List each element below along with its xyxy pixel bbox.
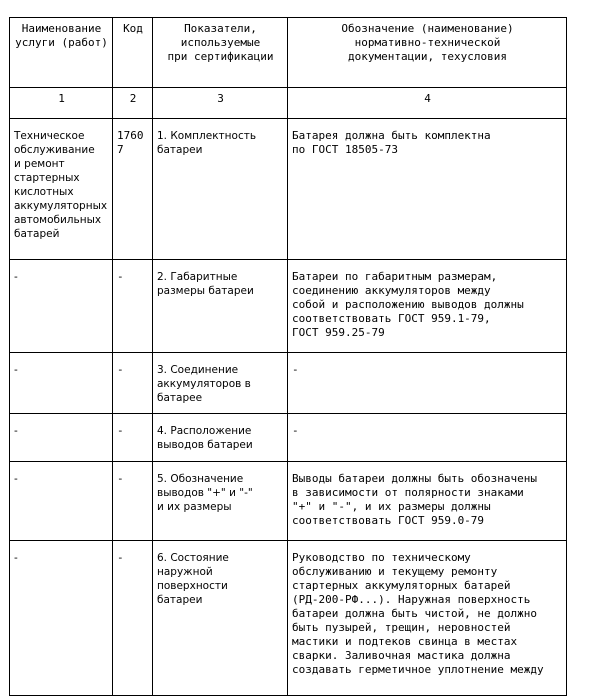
documentation-cell: - xyxy=(288,353,567,414)
indicator-cell: 4. Расположение выводов батареи xyxy=(153,414,288,462)
table-row xyxy=(10,462,567,541)
code-cell: - xyxy=(113,414,153,462)
indicator-cell: 3. Соединение аккумуляторов в батарее xyxy=(153,353,288,414)
table-row xyxy=(10,260,567,353)
header-indicators: Показатели, используемые при сертификации xyxy=(153,18,288,88)
documentation-cell: Батарея должна быть комплектна по ГОСТ 18505-73 xyxy=(288,119,567,260)
table-header-row xyxy=(10,18,567,88)
table-row xyxy=(10,353,567,414)
header-documentation: Обозначение (наименование) нормативно-технической документации, техусловия xyxy=(288,18,567,88)
table-row xyxy=(10,541,567,696)
indicator-cell: 2. Габаритные размеры батареи xyxy=(153,260,288,353)
service-cell: - xyxy=(10,260,113,353)
indicator-cell: 1. Комплектность батареи xyxy=(153,119,288,260)
header-service-name: Наименование услуги (работ) xyxy=(10,18,113,88)
service-cell: - xyxy=(10,353,113,414)
header-code: Код xyxy=(113,18,153,88)
table-row xyxy=(10,119,567,260)
code-cell: - xyxy=(113,541,153,696)
documentation-cell: Выводы батареи должны быть обозначены в зависимости от полярности знаками "+" и "-", и их размеры должны соответствовать ГОСТ 959.0-79 xyxy=(288,462,567,541)
code-cell: - xyxy=(113,260,153,353)
table-row xyxy=(10,414,567,462)
service-cell: - xyxy=(10,414,113,462)
column-number-row xyxy=(10,88,567,119)
column-number-3: 3 xyxy=(153,88,288,119)
indicator-cell: 5. Обозначение выводов "+" и "-" и их размеры xyxy=(153,462,288,541)
service-cell: - xyxy=(10,462,113,541)
column-number-2: 2 xyxy=(113,88,153,119)
indicator-cell: 6. Состояние наружной поверхности батареи xyxy=(153,541,288,696)
service-cell: - xyxy=(10,541,113,696)
column-number-1: 1 xyxy=(10,88,113,119)
certification-table xyxy=(9,17,567,696)
code-cell: - xyxy=(113,462,153,541)
code-cell: - xyxy=(113,353,153,414)
documentation-cell: Руководство по техническому обслуживанию и текущему ремонту стартерных аккумуляторных батарей (РД-200-РФ...). Наружная поверхность батареи должна быть чистой, не должно быть пузырей, трещин, неровностей мастики и подтеков свинца в местах сварки. Заливочная мастика должна создавать герметичное уплотнение между xyxy=(288,541,567,696)
documentation-cell: Батареи по габаритным размерам, соединению аккумуляторов между собой и расположению выводов должны соответствовать ГОСТ 959.1-79, ГОСТ 959.25-79 xyxy=(288,260,567,353)
code-cell: 17607 xyxy=(113,119,153,260)
column-number-4: 4 xyxy=(288,88,567,119)
documentation-cell: - xyxy=(288,414,567,462)
service-cell: Техническое обслуживание и ремонт стартерных кислотных аккумуляторных автомобильных батарей xyxy=(10,119,113,260)
